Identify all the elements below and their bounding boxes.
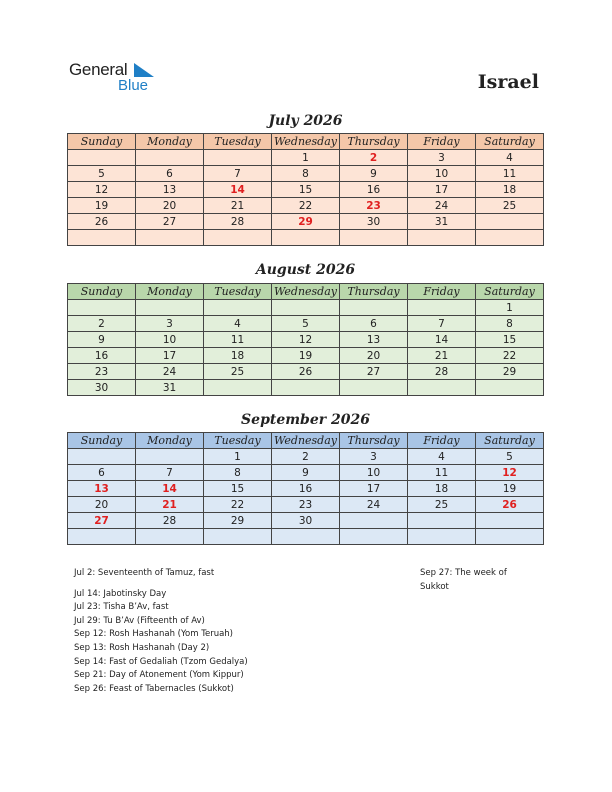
month-title-july: July 2026 [268, 113, 343, 129]
empty-cell [476, 529, 544, 545]
holiday-item: Sep 27: The week of [420, 568, 507, 578]
week-row [68, 182, 544, 198]
empty-cell [340, 230, 408, 246]
day-cell: 5 [272, 316, 340, 332]
day-cell: 21 [204, 198, 272, 214]
empty-cell [136, 449, 204, 465]
day-cell: 7 [136, 465, 204, 481]
day-cell: 27 [136, 214, 204, 230]
day-cell: 30 [340, 214, 408, 230]
logo-text-blue: Blue [118, 77, 149, 94]
day-cell: 29 [272, 214, 340, 230]
week-row [68, 465, 544, 481]
holiday-item: Jul 23: Tisha B’Av, fast [74, 602, 169, 613]
weekday-header: Friday [408, 433, 476, 449]
weekday-header: Friday [408, 134, 476, 150]
day-cell: 23 [340, 198, 408, 214]
calendar-september [67, 432, 544, 545]
weekday-header: Wednesday [272, 134, 340, 150]
week-row [68, 230, 544, 246]
weekday-header: Thursday [340, 284, 408, 300]
empty-cell [204, 150, 272, 166]
empty-cell [272, 529, 340, 545]
day-cell: 4 [408, 449, 476, 465]
empty-cell [68, 449, 136, 465]
day-cell: 18 [408, 481, 476, 497]
day-cell: 26 [68, 214, 136, 230]
logo-text-general: General [69, 60, 128, 79]
week-row [68, 481, 544, 497]
empty-cell [204, 529, 272, 545]
day-cell: 9 [272, 465, 340, 481]
day-cell: 7 [204, 166, 272, 182]
day-cell: 20 [68, 497, 136, 513]
empty-cell [204, 230, 272, 246]
logo-triangle-icon [134, 63, 154, 77]
day-cell: 14 [204, 182, 272, 198]
weekday-header: Friday [408, 284, 476, 300]
calendar-august [67, 283, 544, 396]
holiday-item: Jul 29: Tu B’Av (Fifteenth of Av) [74, 615, 205, 626]
day-cell: 14 [408, 332, 476, 348]
day-cell: 8 [204, 465, 272, 481]
day-cell: 15 [476, 332, 544, 348]
weekday-header: Saturday [476, 284, 544, 300]
day-cell: 19 [272, 348, 340, 364]
day-cell: 8 [476, 316, 544, 332]
week-row [68, 332, 544, 348]
holiday-item: Jul 14: Jabotinsky Day [74, 588, 167, 599]
day-cell: 28 [136, 513, 204, 529]
day-cell: 11 [476, 166, 544, 182]
day-cell: 12 [272, 332, 340, 348]
day-cell: 31 [408, 214, 476, 230]
week-row [68, 529, 544, 545]
day-cell: 8 [272, 166, 340, 182]
day-cell: 17 [408, 182, 476, 198]
empty-cell [272, 300, 340, 316]
empty-cell [340, 300, 408, 316]
holiday-list [74, 567, 248, 696]
empty-cell [476, 513, 544, 529]
empty-cell [136, 230, 204, 246]
empty-cell [136, 300, 204, 316]
day-cell: 22 [476, 348, 544, 364]
weekday-header: Tuesday [204, 284, 272, 300]
weekday-header: Thursday [340, 134, 408, 150]
day-cell: 6 [136, 166, 204, 182]
day-cell: 5 [476, 449, 544, 465]
weekday-header: Monday [136, 134, 204, 150]
day-cell: 25 [204, 364, 272, 380]
day-cell: 20 [340, 348, 408, 364]
day-cell: 15 [272, 182, 340, 198]
empty-cell [136, 150, 204, 166]
calendar-july [67, 133, 544, 246]
day-cell: 28 [204, 214, 272, 230]
day-cell: 30 [272, 513, 340, 529]
generalblue-logo [69, 60, 159, 96]
weekday-header: Saturday [476, 134, 544, 150]
weekday-header: Wednesday [272, 433, 340, 449]
empty-cell [204, 380, 272, 396]
empty-cell [204, 300, 272, 316]
empty-cell [68, 529, 136, 545]
weekday-header-row [68, 284, 544, 300]
day-cell: 16 [272, 481, 340, 497]
weekday-header-row [68, 134, 544, 150]
day-cell: 10 [340, 465, 408, 481]
day-cell: 9 [68, 332, 136, 348]
day-cell: 10 [408, 166, 476, 182]
day-cell: 26 [476, 497, 544, 513]
day-cell: 2 [340, 150, 408, 166]
day-cell: 19 [68, 198, 136, 214]
holiday-item: Sep 14: Fast of Gedaliah (Tzom Gedalya) [74, 656, 248, 667]
empty-cell [408, 300, 476, 316]
holiday-item: Sep 12: Rosh Hashanah (Yom Teruah) [74, 629, 233, 640]
empty-cell [476, 380, 544, 396]
week-row [68, 166, 544, 182]
week-row [68, 150, 544, 166]
day-cell: 25 [408, 497, 476, 513]
day-cell: 11 [204, 332, 272, 348]
weekday-header: Thursday [340, 433, 408, 449]
day-cell: 26 [272, 364, 340, 380]
empty-cell [408, 529, 476, 545]
day-cell: 28 [408, 364, 476, 380]
day-cell: 14 [136, 481, 204, 497]
day-cell: 7 [408, 316, 476, 332]
holiday-item: Sep 21: Day of Atonement (Yom Kippur) [74, 670, 244, 681]
day-cell: 16 [340, 182, 408, 198]
day-cell: 22 [204, 497, 272, 513]
day-cell: 29 [204, 513, 272, 529]
day-cell: 6 [340, 316, 408, 332]
week-row [68, 198, 544, 214]
day-cell: 25 [476, 198, 544, 214]
day-cell: 2 [272, 449, 340, 465]
week-row [68, 449, 544, 465]
weekday-header: Tuesday [204, 433, 272, 449]
day-cell: 2 [68, 316, 136, 332]
day-cell: 4 [476, 150, 544, 166]
day-cell: 3 [136, 316, 204, 332]
empty-cell [476, 230, 544, 246]
day-cell: 29 [476, 364, 544, 380]
day-cell: 30 [68, 380, 136, 396]
week-row [68, 497, 544, 513]
day-cell: 24 [408, 198, 476, 214]
day-cell: 3 [408, 150, 476, 166]
day-cell: 18 [204, 348, 272, 364]
day-cell: 15 [204, 481, 272, 497]
day-cell: 22 [272, 198, 340, 214]
holiday-list-right [420, 567, 530, 594]
empty-cell [340, 513, 408, 529]
month-title-september: September 2026 [241, 412, 370, 428]
day-cell: 23 [272, 497, 340, 513]
week-row [68, 348, 544, 364]
week-row [68, 300, 544, 316]
empty-cell [68, 300, 136, 316]
week-row [68, 513, 544, 529]
empty-cell [408, 513, 476, 529]
day-cell: 13 [340, 332, 408, 348]
day-cell: 3 [340, 449, 408, 465]
day-cell: 21 [408, 348, 476, 364]
day-cell: 4 [204, 316, 272, 332]
day-cell: 18 [476, 182, 544, 198]
empty-cell [408, 230, 476, 246]
day-cell: 1 [204, 449, 272, 465]
weekday-header: Wednesday [272, 284, 340, 300]
holiday-item: Sukkot [420, 581, 449, 592]
empty-cell [136, 529, 204, 545]
day-cell: 12 [476, 465, 544, 481]
empty-cell [272, 380, 340, 396]
day-cell: 1 [272, 150, 340, 166]
weekday-header: Saturday [476, 433, 544, 449]
day-cell: 19 [476, 481, 544, 497]
weekday-header: Sunday [68, 284, 136, 300]
day-cell: 21 [136, 497, 204, 513]
day-cell: 17 [136, 348, 204, 364]
day-cell: 10 [136, 332, 204, 348]
empty-cell [272, 230, 340, 246]
weekday-header: Sunday [68, 433, 136, 449]
day-cell: 31 [136, 380, 204, 396]
day-cell: 27 [340, 364, 408, 380]
empty-cell [408, 380, 476, 396]
day-cell: 6 [68, 465, 136, 481]
weekday-header: Sunday [68, 134, 136, 150]
holiday-item: Sep 13: Rosh Hashanah (Day 2) [74, 642, 210, 653]
day-cell: 23 [68, 364, 136, 380]
empty-cell [340, 380, 408, 396]
weekday-header-row [68, 433, 544, 449]
holiday-item: Jul 2: Seventeenth of Tamuz, fast [74, 568, 215, 578]
day-cell: 27 [68, 513, 136, 529]
weekday-header: Tuesday [204, 134, 272, 150]
empty-cell [68, 150, 136, 166]
day-cell: 9 [340, 166, 408, 182]
weekday-header: Monday [136, 284, 204, 300]
day-cell: 11 [408, 465, 476, 481]
week-row [68, 364, 544, 380]
empty-cell [340, 529, 408, 545]
day-cell: 20 [136, 198, 204, 214]
day-cell: 5 [68, 166, 136, 182]
weekday-header: Monday [136, 433, 204, 449]
day-cell: 24 [136, 364, 204, 380]
holiday-item: Sep 26: Feast of Tabernacles (Sukkot) [74, 683, 234, 694]
day-cell: 1 [476, 300, 544, 316]
day-cell: 13 [136, 182, 204, 198]
day-cell: 12 [68, 182, 136, 198]
week-row [68, 316, 544, 332]
week-row [68, 380, 544, 396]
day-cell: 13 [68, 481, 136, 497]
month-title-august: August 2026 [255, 262, 356, 278]
day-cell: 24 [340, 497, 408, 513]
empty-cell [476, 214, 544, 230]
day-cell: 16 [68, 348, 136, 364]
country-title: Israel [477, 71, 539, 93]
empty-cell [68, 230, 136, 246]
week-row [68, 214, 544, 230]
day-cell: 17 [340, 481, 408, 497]
